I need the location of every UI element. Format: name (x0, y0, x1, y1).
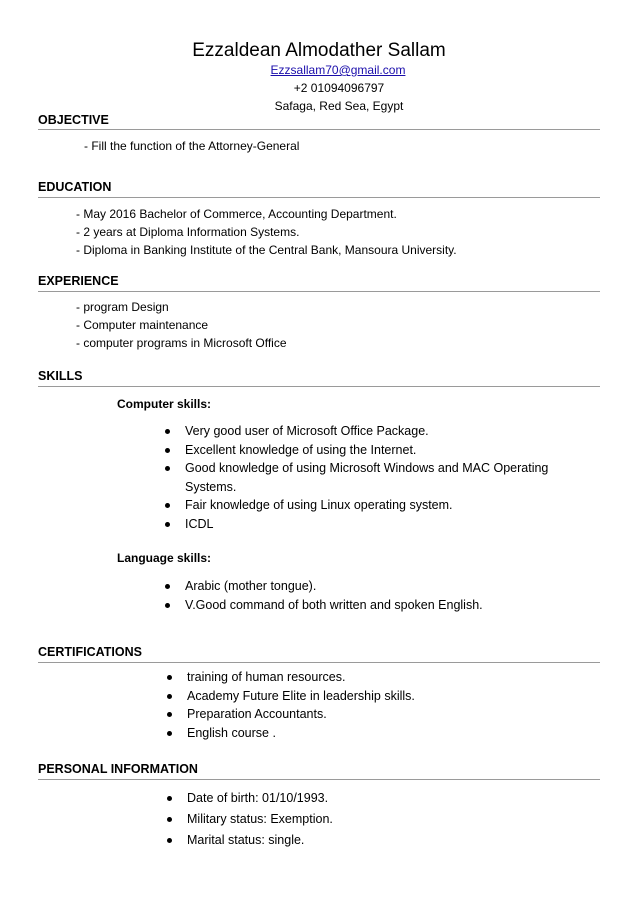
list-item: - 2 years at Diploma Information Systems. (76, 225, 300, 239)
list-item: Arabic (mother tongue). (165, 577, 585, 596)
bullet-icon (167, 694, 172, 699)
list-item: Preparation Accountants. (167, 705, 587, 724)
education-list (76, 205, 457, 259)
list-item: - program Design (76, 300, 169, 314)
bullet-icon (167, 731, 172, 736)
list-item-continuation: Systems. (185, 479, 237, 494)
bullet-icon (167, 817, 172, 822)
section-title-education: EDUCATION (38, 180, 112, 194)
bullet-icon (167, 675, 172, 680)
experience-list (76, 298, 287, 352)
list-item: Fair knowledge of using Linux operating system. (165, 496, 585, 515)
list-item: - Diploma in Banking Institute of the Central Bank, Mansoura University. (76, 243, 457, 257)
bullet-icon (167, 712, 172, 717)
section-title-certifications: CERTIFICATIONS (38, 645, 142, 659)
section-title-experience: EXPERIENCE (38, 274, 119, 288)
section-title-objective: OBJECTIVE (38, 113, 109, 127)
bullet-icon (165, 603, 170, 608)
certifications-list (167, 668, 587, 742)
section-divider (38, 662, 600, 663)
address: Safaga, Red Sea, Egypt (274, 99, 404, 113)
objective-text: - Fill the function of the Attorney-General (84, 139, 300, 153)
list-item: Excellent knowledge of using the Internet. (165, 441, 585, 460)
email-link[interactable]: Ezzsallam70@gmail.com (270, 63, 406, 77)
bullet-icon (165, 466, 170, 471)
list-item: training of human resources. (167, 668, 587, 687)
section-divider (38, 197, 600, 198)
phone-number: +2 01094096797 (293, 81, 385, 95)
list-item: - May 2016 Bachelor of Commerce, Accounting Department. (76, 207, 397, 221)
bullet-icon (167, 838, 172, 843)
bullet-icon (165, 503, 170, 508)
list-item: - Computer maintenance (76, 318, 209, 332)
bullet-icon (165, 584, 170, 589)
language-skills-list (165, 577, 585, 614)
list-item: Good knowledge of using Microsoft Windows and MAC Operating (165, 459, 585, 478)
section-divider (38, 291, 600, 292)
personal-information-list (167, 788, 587, 851)
candidate-name: Ezzaldean Almodather Sallam (192, 40, 446, 61)
list-item: Very good user of Microsoft Office Package. (165, 422, 585, 441)
list-item: ICDL (165, 515, 585, 534)
section-divider (38, 779, 600, 780)
list-item: V.Good command of both written and spoken English. (165, 596, 585, 615)
section-title-personal-information: PERSONAL INFORMATION (38, 762, 198, 776)
bullet-icon (165, 448, 170, 453)
list-item: English course . (167, 724, 587, 743)
section-divider (38, 129, 600, 130)
bullet-icon (165, 429, 170, 434)
language-skills-title: Language skills: (117, 551, 212, 565)
section-divider (38, 386, 600, 387)
section-title-skills: SKILLS (38, 369, 83, 383)
list-item: Marital status: single. (167, 830, 587, 851)
computer-skills-title: Computer skills: (117, 397, 212, 411)
computer-skills-list (165, 422, 585, 533)
list-item: Date of birth: 01/10/1993. (167, 788, 587, 809)
bullet-icon (165, 522, 170, 527)
list-item: Academy Future Elite in leadership skills. (167, 687, 587, 706)
bullet-icon (167, 796, 172, 801)
list-item: Military status: Exemption. (167, 809, 587, 830)
list-item: - computer programs in Microsoft Office (76, 336, 287, 350)
